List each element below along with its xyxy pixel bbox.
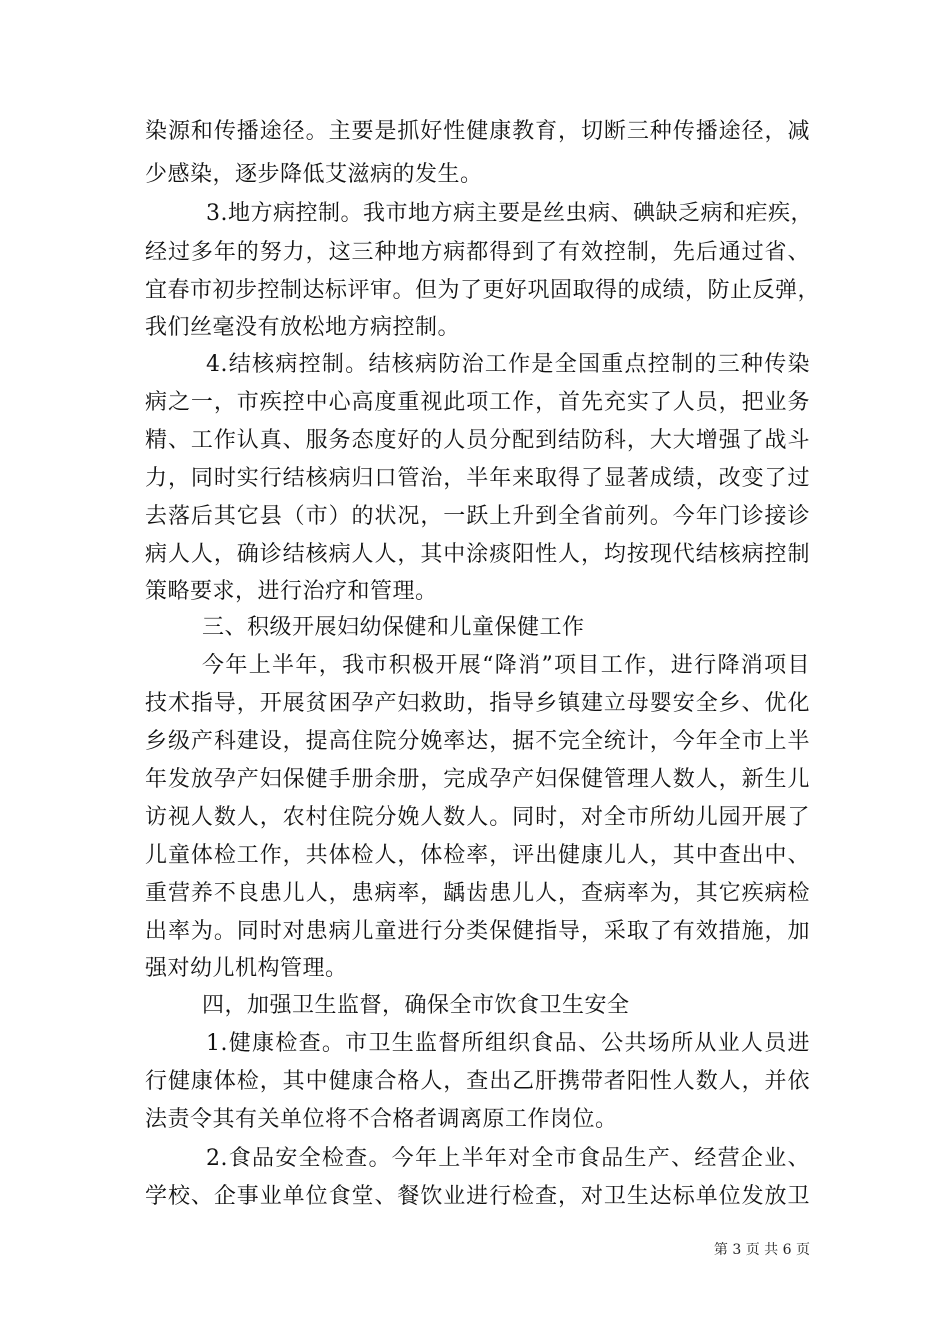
body-line: 宜春市初步控制达标评审。但为了更好巩固取得的成绩，防止反弹， (145, 278, 821, 303)
page-number: 第 3 页 共 6 页 (713, 1242, 810, 1258)
body-line: 年发放孕产妇保健手册余册，完成孕产妇保健管理人数人，新生儿 (145, 767, 810, 792)
section-heading: 三、积级开展妇幼保健和儿童保健工作 (202, 615, 585, 640)
body-line: 少感染，逐步降低艾滋病的发生。 (145, 162, 483, 187)
body-line: 学校、企事业单位食堂、餐饮业进行检查，对卫生达标单位发放卫 (145, 1184, 810, 1209)
body-line: 策略要求，进行治疗和管理。 (145, 579, 438, 604)
body-line: 访视人数人，农村住院分娩人数人。同时，对全市所幼儿园开展了 (145, 805, 810, 830)
body-line: 1.健康检查。市卫生监督所组织食品、公共场所从业人员进 (206, 1031, 810, 1056)
body-line: 乡级产科建设，提高住院分娩率达，据不完全统计，今年全市上半 (145, 729, 810, 754)
body-line: 病之一，市疾控中心高度重视此项工作，首先充实了人员，把业务 (145, 390, 810, 415)
section-heading: 四，加强卫生监督，确保全市饮食卫生安全 (202, 993, 630, 1018)
body-line: 4.结核病控制。结核病防治工作是全国重点控制的三种传染 (206, 352, 810, 377)
body-line: 精、工作认真、服务态度好的人员分配到结防科，大大增强了战斗 (145, 428, 810, 453)
body-line: 今年上半年，我市积极开展“降消”项目工作，进行降消项目 (202, 653, 810, 678)
body-line: 我们丝毫没有放松地方病控制。 (145, 315, 461, 340)
body-line: 去落后其它县（市）的状况，一跃上升到全省前列。今年门诊接诊 (145, 504, 810, 529)
body-line: 力，同时实行结核病归口管治，半年来取得了显著成绩，改变了过 (145, 466, 810, 491)
body-line: 染源和传播途径。主要是抓好性健康教育，切断三种传播途径，减 (145, 119, 810, 144)
body-line: 强对幼儿机构管理。 (145, 956, 348, 981)
body-line: 儿童体检工作，共体检人，体检率，评出健康儿人，其中查出中、 (145, 843, 810, 868)
body-line: 技术指导，开展贫困孕产妇救助，指导乡镇建立母婴安全乡、优化 (145, 691, 810, 716)
body-line: 重营养不良患儿人，患病率，龋齿患儿人，查病率为，其它疾病检 (145, 881, 810, 906)
body-line: 出率为。同时对患病儿童进行分类保健指导，采取了有效措施，加 (145, 919, 810, 944)
body-line: 行健康体检，其中健康合格人，查出乙肝携带者阳性人数人，并依 (145, 1069, 810, 1094)
body-line: 3.地方病控制。我市地方病主要是丝虫病、碘缺乏病和疟疾， (206, 201, 813, 226)
body-line: 病人人，确诊结核病人人，其中涂痰阳性人，均按现代结核病控制 (145, 542, 810, 567)
body-line: 经过多年的努力，这三种地方病都得到了有效控制，先后通过省、 (145, 240, 810, 265)
body-line: 法责令其有关单位将不合格者调离原工作岗位。 (145, 1107, 618, 1132)
body-line: 2.食品安全检查。今年上半年对全市食品生产、经营企业、 (206, 1146, 810, 1171)
